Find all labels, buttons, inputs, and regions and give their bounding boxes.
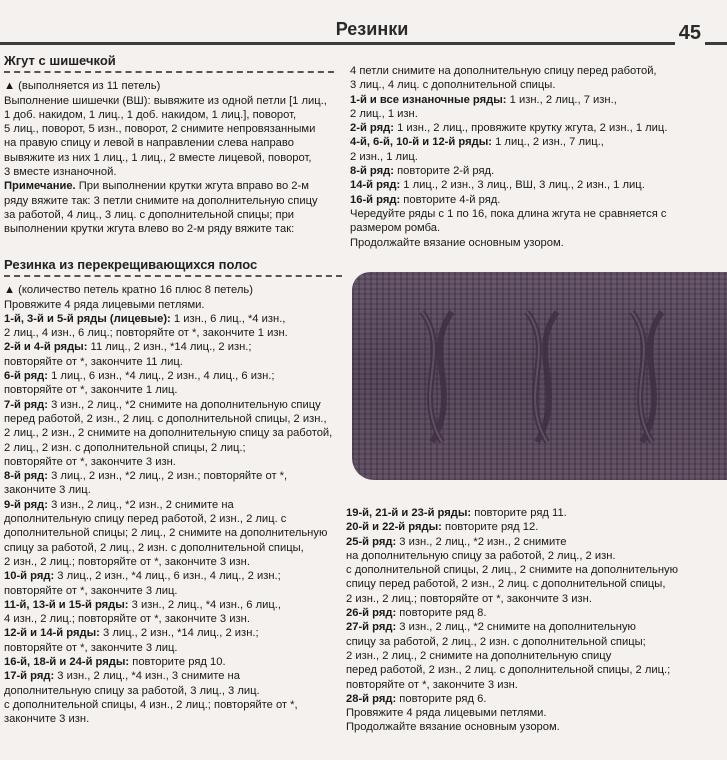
instruction-line [346,720,724,734]
instruction-line [346,635,724,649]
page-title: Резинки [272,19,472,40]
row-text: повторяйте от *, закончите 11 лиц. [4,355,183,368]
row-text: 3 изн., 2 лиц., *2 изн., 2 снимите на [47,498,234,511]
row-text: повторяйте от *, закончите 3 лиц. [4,584,178,597]
note-line: ряду вяжите так: 3 петли снимите на дополнительную спицу [4,194,318,207]
instruction-line [346,663,724,677]
row-text: 2 изн., 2 лиц., 2 снимите на дополнительную спицу [346,649,612,662]
instruction-line [4,340,342,354]
text-line: Выполнение шишечки (ВШ): вывяжите из одной петли [1 лиц., [4,94,327,107]
row-text: ▲ (количество петель кратно 16 плюс 8 петель) [4,284,253,297]
instruction-line [4,355,342,369]
row-text: 3 изн., 2 лиц., *4 изн., 3 снимите на [54,670,240,683]
row-text: повторите ряд 12. [441,521,539,534]
row-text: 1 изн., 6 лиц., *4 изн., [170,312,286,325]
instruction-line [346,563,724,577]
row-text: повторите ряд 6. [396,692,487,705]
section-body [4,79,334,179]
row-label: 27-й ряд: [346,621,397,634]
note-paragraph [4,179,334,236]
row-text: 2 изн., 1 лиц. [350,150,418,163]
row-label: 14-й ряд: [350,179,401,192]
row-text: 1 лиц., 2 изн., 3 лиц., ВШ, 3 лиц., 2 изн., 1 лиц. [400,179,645,192]
row-text: закончите 3 лиц. [4,484,91,497]
row-text: Провяжите 4 ряда лицевыми петлями. [346,707,547,720]
row-text: Чередуйте ряды с 1 по 16, пока длина жгута не сравняется с [350,207,667,220]
row-label: 1-й, 3-й и 5-й ряды (лицевые): [4,312,171,325]
row-text: 4 петли снимите на дополнительную спицу перед работой, [350,65,657,77]
row-label: 9-й ряд: [4,498,48,511]
instruction-line [4,526,342,540]
section-bump-cable [4,54,334,237]
row-text: 2 лиц., 2 изн. с дополнительной спицы, 2 лиц.; [4,441,246,454]
instruction-line [4,283,342,297]
instruction-line [346,535,724,549]
row-text: 3 изн., 2 лиц., *2 изн., 2 снимите [396,535,567,548]
instruction-line [346,649,724,663]
row-label: 16-й ряд: [350,193,401,206]
row-text: перед работой, 2 изн., 2 лиц. с дополнительной спицы, 2 изн., [4,412,327,425]
instruction-line [350,178,722,192]
row-label: 16-й, 18-й и 24-й ряды: [4,656,130,669]
row-text: 3 лиц., 2 изн., *2 лиц., 2 изн.; повторяйте от *, [47,470,288,483]
row-text: Продолжайте вязание основным узором. [346,721,560,734]
row-text: дополнительной спицы; 2 лиц., 2 снимите на дополнительную [4,527,328,540]
row-label: 6-й ряд: [4,370,48,383]
section-title: Жгут с шишечкой [4,54,334,73]
row-text: 3 лиц., 2 изн., *4 лиц., 6 изн., 4 лиц., 2 изн.; [54,570,281,583]
row-text: размером ромба. [350,222,441,235]
row-text: закончите 3 изн. [4,713,90,726]
row-label: 4-й, 6-й, 10-й и 12-й ряды: [350,136,492,149]
row-text: 1 изн., 2 лиц., 7 изн., [506,93,617,106]
row-text: 2 лиц., 2 изн., 2 снимите на дополнительную спицу за работой, [4,427,333,440]
row-label: 12-й и 14-й ряды: [4,627,100,640]
row-text: перед работой, 2 изн., 2 лиц. с дополнительной спицы, 2 лиц.; [346,664,671,677]
section-body [4,283,342,726]
knitted-sample-photo [352,272,727,480]
instruction-line [4,469,342,483]
row-text: спицу за работой, 2 лиц., 2 изн. с дополнительной спицы, [4,541,304,554]
instruction-line [350,121,722,135]
instruction-line [4,555,342,569]
row-text: 1 изн., 2 лиц., провяжите крутку жгута, 2 изн., 1 лиц. [393,122,668,135]
text-line: ▲ (выполняется из 11 петель) [4,80,161,93]
page-header [0,12,727,46]
instruction-line [4,412,342,426]
row-text: дополнительную спицу перед работой, 2 изн., 2 лиц. с [4,513,287,526]
row-label: 28-й ряд: [346,692,397,705]
instruction-line [4,498,342,512]
row-text: спицу перед работой, 2 изн., 2 лиц. с дополнительной спицы, [346,578,666,591]
instruction-line [4,584,342,598]
row-text: 3 изн., 2 лиц., *2 снимите на дополнительную спицу [47,398,321,411]
row-text: с дополнительной спицы, 4 изн., 2 лиц.; повторяйте от *, [4,698,298,711]
instruction-line [350,135,722,149]
instruction-line [4,612,342,626]
row-text: повторяйте от *, закончите 1 лиц. [4,384,178,397]
instruction-line [346,506,724,520]
row-text: 11 лиц., 2 изн., *14 лиц., 2 изн.; [87,341,252,354]
row-text: Провяжите 4 ряда лицевыми петлями. [4,298,205,311]
row-text: 2 лиц., 1 изн. [350,107,418,120]
row-label: 8-й ряд: [4,470,48,483]
instruction-line [4,626,342,640]
instruction-line [4,426,342,440]
instruction-line [350,221,722,235]
note-line: за работой, 4 лиц., 3 лиц. с дополнительной спицы; при [4,208,295,221]
row-text: 2 изн., 2 лиц.; повторяйте от *, закончите 3 изн. [346,592,592,605]
instruction-line [350,193,722,207]
instruction-line [4,569,342,583]
instruction-line [350,64,722,78]
instruction-line [4,598,342,612]
page-number: 45 [675,22,705,45]
instruction-line [346,606,724,620]
section-crossing-stripes-continued [346,506,724,735]
row-label: 26-й ряд: [346,607,397,620]
instruction-line [350,107,722,121]
instruction-line [4,312,342,326]
row-text: 3 лиц., 4 лиц. с дополнительной спицы. [350,79,556,92]
instruction-line [4,383,342,397]
note-line: выполнении крутки жгута влево во 2-м ряду вяжите так: [4,223,295,236]
row-text: повторяйте от *, закончите 3 изн. [4,455,176,468]
row-text: повторите ряд 11. [471,507,567,519]
row-text: 1 лиц., 2 изн., 7 лиц., [491,136,604,149]
instruction-line [4,512,342,526]
row-text: 4 изн., 2 лиц.; повторяйте от *, закончите 3 изн. [4,613,250,626]
instruction-line [4,641,342,655]
row-text: 2 лиц., 4 изн., 6 лиц.; повторяйте от *, закончите 1 изн. [4,327,288,340]
note-line: При выполнении крутки жгута вправо во 2-м [75,180,309,193]
instruction-line [346,577,724,591]
row-label: 11-й, 13-й и 15-й ряды: [4,598,129,611]
row-label: 20-й и 22-й ряды: [346,521,442,534]
row-text: повторите 4-й ряд. [400,193,501,206]
row-text: 2 изн., 2 лиц.; повторяйте от *, закончите 3 изн. [4,555,250,568]
row-text: Продолжайте вязание основным узором. [350,236,564,249]
row-label: 2-й и 4-й ряды: [4,341,88,354]
row-label: 8-й ряд: [350,165,394,178]
instruction-line [346,549,724,563]
text-line: вывяжите из них 1 лиц., 1 лиц., 2 вместе лицевой, поворот, [4,151,312,164]
row-text: повторите ряд 10. [129,656,226,669]
instruction-line [4,483,342,497]
instruction-line [4,669,342,683]
instruction-line [4,698,342,712]
instruction-line [346,520,724,534]
row-label: 1-й и все изнаночные ряды: [350,93,507,106]
row-text: дополнительную спицу за работой, 3 лиц., 3 лиц. [4,684,260,697]
row-text: повторяйте от *, закончите 3 изн. [346,678,518,691]
instruction-line [4,369,342,383]
instruction-line [346,678,724,692]
section-crossing-stripes [4,258,342,727]
text-line: 3 вместе изнаночной. [4,166,117,179]
row-label: 7-й ряд: [4,398,48,411]
row-label: 10-й ряд: [4,570,55,583]
instruction-line [4,712,342,726]
instruction-line [350,150,722,164]
row-text: повторяйте от *, закончите 3 лиц. [4,641,178,654]
instruction-line [4,298,342,312]
row-label: 25-й ряд: [346,535,397,548]
text-line: 1 доб. накидом, 1 лиц., 1 доб. накидом, 1 лиц.], поворот, [4,108,297,121]
row-text: 3 изн., 2 лиц., *4 изн., 6 лиц., [128,598,282,611]
row-text: повторите ряд 8. [396,607,487,620]
row-text: 3 лиц., 2 изн., *14 лиц., 2 изн.; [99,627,259,640]
row-label: 19-й, 21-й и 23-й ряды: [346,507,472,519]
row-label: 2-й ряд: [350,122,394,135]
instruction-line [4,398,342,412]
text-line: 5 лиц., поворот, 5 изн., поворот, 2 снимите непровязанными [4,123,316,136]
instruction-line [4,541,342,555]
instruction-line [350,93,722,107]
instruction-line [4,326,342,340]
note-label: Примечание. [4,180,76,193]
row-text: 3 изн., 2 лиц., *2 снимите на дополнительную [396,621,636,634]
instruction-line [4,455,342,469]
section-title: Резинка из перекрещивающихся полос [4,258,342,277]
row-text: с дополнительной спицы, 2 лиц., 2 снимите на дополнительную [346,564,679,577]
knit-cable-pattern [352,272,727,480]
instruction-line [346,592,724,606]
instruction-line [346,706,724,720]
instruction-line [350,164,722,178]
instruction-line [350,78,722,92]
instruction-line [346,692,724,706]
row-text: 1 лиц., 6 изн., *4 лиц., 2 изн., 4 лиц., 6 изн.; [47,370,275,383]
instruction-line [350,207,722,221]
instruction-line [4,684,342,698]
row-text: спицу за работой, 2 лиц., 2 изн. с дополнительной спицы; [346,635,646,648]
header-rule [0,42,727,45]
row-text: повторите 2-й ряд. [393,165,495,178]
instruction-line [346,620,724,634]
row-label: 17-й ряд: [4,670,55,683]
instruction-line [4,441,342,455]
section-bump-cable-continued [350,64,722,250]
instruction-line [4,655,342,669]
row-text: на дополнительную спицу за работой, 2 лиц., 2 изн. [346,549,616,562]
text-line: на правую спицу и левой в направлении слева направо [4,137,294,150]
instruction-line [350,236,722,250]
